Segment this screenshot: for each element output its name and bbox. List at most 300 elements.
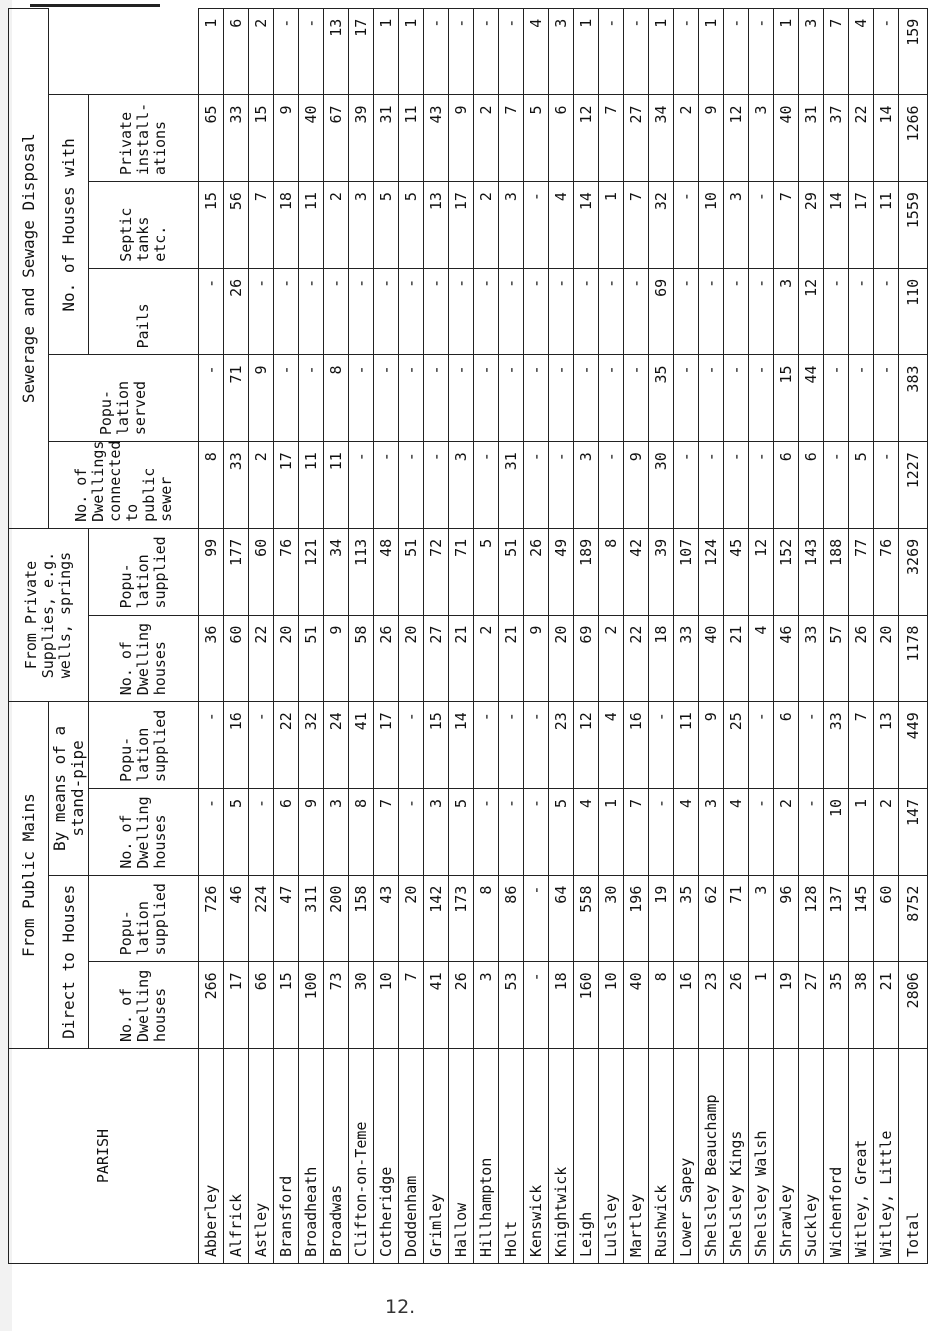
table-cell: 1 [849,788,874,875]
total-value: 1266 [899,95,928,182]
table-cell: - [624,268,649,355]
table-cell: 33 [224,442,249,529]
table-cell: - [599,355,624,442]
table-cell: - [674,268,699,355]
table-cell: 12 [749,528,774,615]
table-cell: 7 [624,182,649,269]
table-cell: - [449,8,474,95]
table-row [249,8,274,1263]
table-cell: 49 [549,528,574,615]
table-cell: 8 [474,875,499,962]
table-cell: 9 [699,95,724,182]
table-cell: 200 [324,875,349,962]
table-cell: - [524,962,549,1049]
table-cell: 9 [524,615,549,702]
table-cell: - [799,788,824,875]
table-cell: 1 [649,8,674,95]
table-cell: - [549,442,574,529]
table-cell: - [849,355,874,442]
table-cell: 51 [299,615,324,702]
table-cell: 26 [849,615,874,702]
table-cell: 8 [349,788,374,875]
total-value: 449 [899,702,928,789]
table-cell: 77 [849,528,874,615]
table-row [824,8,849,1263]
table-cell: 1 [574,8,599,95]
table-cell: 8 [649,962,674,1049]
table-cell: 1 [599,182,624,269]
table-cell: 17 [274,442,299,529]
table-cell: 33 [799,615,824,702]
table-cell: 65 [199,95,224,182]
table-cell: - [599,442,624,529]
table-cell: 558 [574,875,599,962]
table-cell: - [274,268,299,355]
table-row [699,8,724,1263]
table-cell: - [524,182,549,269]
table-cell: 12 [574,702,599,789]
table-cell: 2 [874,788,899,875]
header-standpipe-population: Popu- lation supplied [89,702,199,789]
total-value: 1178 [899,615,928,702]
table-cell: 189 [574,528,599,615]
table-cell: 2 [599,615,624,702]
table-cell: - [474,702,499,789]
table-cell: 9 [624,442,649,529]
table-cell: - [374,355,399,442]
table-cell: 2 [249,8,274,95]
table-cell: 6 [274,788,299,875]
table-cell: 22 [624,615,649,702]
header-pails: Pails [89,268,199,355]
table-row [774,8,799,1263]
table-cell: - [574,268,599,355]
parish-name: Alfrick [224,1049,249,1264]
table-cell: - [374,268,399,355]
table-row [324,8,349,1263]
table-cell: - [399,268,424,355]
table-cell: 5 [224,788,249,875]
table-cell: 69 [574,615,599,702]
table-cell: 5 [524,95,549,182]
table-cell: 3 [799,8,824,95]
table-cell: - [549,355,574,442]
page-number: 12. [385,1296,416,1318]
parish-name: Abberley [199,1049,224,1264]
table-cell: 96 [774,875,799,962]
table-row [424,8,449,1263]
header-sewerage: Sewerage and Sewage Disposal [9,8,49,528]
table-cell: 11 [299,182,324,269]
table-cell: 11 [324,442,349,529]
table-cell: 7 [824,8,849,95]
table-cell: 23 [549,702,574,789]
table-cell: - [499,8,524,95]
table-cell: 10 [374,962,399,1049]
table-cell: 11 [299,442,324,529]
table-cell: - [499,788,524,875]
table-cell: 35 [674,875,699,962]
table-cell: - [349,268,374,355]
table-cell: 10 [824,788,849,875]
table-cell: - [599,8,624,95]
parish-name: Holt [499,1049,524,1264]
table-cell: 12 [574,95,599,182]
table-cell: 18 [274,182,299,269]
table-row [649,8,674,1263]
table-cell: 158 [349,875,374,962]
table-cell: 31 [374,95,399,182]
table-cell: 48 [374,528,399,615]
parish-name: Witley, Little [874,1049,899,1264]
table-cell: - [749,268,774,355]
table-cell: 34 [649,95,674,182]
parish-name: Grimley [424,1049,449,1264]
table-cell: 9 [299,788,324,875]
header-dwellings-sewer: No. of Dwellings connected to public sewer [49,442,199,529]
table-cell: - [599,268,624,355]
table-cell: 11 [674,702,699,789]
table-cell: 33 [824,702,849,789]
table-cell: - [474,442,499,529]
table-cell: 40 [774,95,799,182]
table-cell: 113 [349,528,374,615]
table-cell: 43 [424,95,449,182]
table-cell: - [524,442,549,529]
table-cell: 20 [399,875,424,962]
table-cell: - [399,442,424,529]
table-cell: 726 [199,875,224,962]
table-cell: 17 [224,962,249,1049]
table-cell: 8 [599,528,624,615]
table-cell: 12 [724,95,749,182]
table-cell: 3 [424,788,449,875]
table-cell: 22 [274,702,299,789]
table-cell: 62 [699,875,724,962]
table-cell: 311 [299,875,324,962]
table-cell: 64 [549,875,574,962]
table-cell: - [249,268,274,355]
table-cell: - [499,355,524,442]
table-cell: 9 [324,615,349,702]
table-row [224,8,249,1263]
table-row [599,8,624,1263]
table-cell: 6 [774,442,799,529]
header-standpipe: By means of a stand-pipe [49,702,89,875]
table-cell: 5 [374,182,399,269]
table-cell: - [299,268,324,355]
total-value: 1227 [899,442,928,529]
table-cell: - [749,182,774,269]
table-cell: 4 [599,702,624,789]
header-from-private: From Private Supplies, e.g. wells, springs [9,528,89,701]
table-cell: 21 [449,615,474,702]
table-cell: 7 [399,962,424,1049]
header-direct-population: Popu- lation supplied [89,875,199,962]
table-cell: - [699,442,724,529]
table-cell: - [424,442,449,529]
table-cell: - [299,8,324,95]
table-row [299,8,324,1263]
table-cell: 1 [699,8,724,95]
table-cell: 27 [424,615,449,702]
table-cell: - [199,702,224,789]
total-value: 3269 [899,528,928,615]
table-cell: 71 [224,355,249,442]
header-from-public-mains: From Public Mains [9,702,49,1049]
table-row [799,8,824,1263]
data-table [8,8,928,1264]
table-cell: - [349,442,374,529]
table-cell: - [274,355,299,442]
table-cell: 16 [224,702,249,789]
table-cell: 21 [499,615,524,702]
table-row [849,8,874,1263]
table-cell: 16 [624,702,649,789]
table-cell: 4 [524,8,549,95]
table-cell: 143 [799,528,824,615]
table-cell: 4 [674,788,699,875]
table-cell: 46 [224,875,249,962]
parish-name: Hillhampton [474,1049,499,1264]
table-cell: 15 [774,355,799,442]
table-cell: 9 [274,95,299,182]
table-cell: 25 [724,702,749,789]
table-cell: 160 [574,962,599,1049]
table-row [574,8,599,1263]
table-cell: 30 [599,875,624,962]
table-cell: 124 [699,528,724,615]
table-cell: 71 [449,528,474,615]
header-private-installations: Private install- ations [89,95,199,182]
table-cell: 15 [274,962,299,1049]
table-cell: 152 [774,528,799,615]
table-cell: 40 [299,95,324,182]
parish-name: Shelsley Kings [724,1049,749,1264]
table-cell: 56 [224,182,249,269]
table-cell: 8 [324,355,349,442]
table-cell: 1 [199,8,224,95]
table-cell: 36 [199,615,224,702]
table-cell: - [824,442,849,529]
parish-name: Broadwas [324,1049,349,1264]
table-cell: - [299,355,324,442]
table-cell: 7 [849,702,874,789]
table-cell: 22 [249,615,274,702]
parish-name: Lulsley [599,1049,624,1264]
table-cell: - [649,788,674,875]
table-cell: 3 [749,95,774,182]
table-cell: 13 [324,8,349,95]
table-cell: 2 [324,182,349,269]
table-cell: 40 [699,615,724,702]
table-body [199,8,899,1263]
table-cell: 2 [474,182,499,269]
parish-name: Cotheridge [374,1049,399,1264]
table-cell: 66 [249,962,274,1049]
table-cell: - [824,268,849,355]
table-cell: 17 [349,8,374,95]
table-cell: 1 [399,8,424,95]
table-cell: - [474,8,499,95]
table-cell: 41 [424,962,449,1049]
table-cell: 20 [399,615,424,702]
table-cell: 5 [549,788,574,875]
table-cell: - [424,268,449,355]
table-cell: 32 [649,182,674,269]
header-direct-to-houses: Direct to Houses [49,875,89,1048]
table-cell: 10 [599,962,624,1049]
table-cell: 40 [624,962,649,1049]
total-label: Total [899,1049,928,1264]
table-cell: - [874,355,899,442]
table-cell: 42 [624,528,649,615]
total-value: 159 [899,8,928,95]
table-cell: 196 [624,875,649,962]
table-cell: 14 [449,702,474,789]
total-value: 110 [899,268,928,355]
table-cell: - [424,8,449,95]
table-cell: - [499,268,524,355]
table-cell: 9 [699,702,724,789]
table-cell: 76 [874,528,899,615]
table-cell: 2 [674,95,699,182]
table-cell: 4 [574,788,599,875]
table-cell: 3 [574,442,599,529]
table-cell: - [674,182,699,269]
table-cell: - [624,355,649,442]
table-cell: - [424,355,449,442]
table-cell: 2 [774,788,799,875]
parish-name: Wichenford [824,1049,849,1264]
table-cell: 266 [199,962,224,1049]
table-cell: 17 [849,182,874,269]
table-cell: 3 [499,182,524,269]
table-cell: - [499,702,524,789]
table-row [199,8,224,1263]
table-cell: 3 [324,788,349,875]
table-cell: 26 [224,268,249,355]
table-cell: - [199,355,224,442]
table-cell: 20 [274,615,299,702]
table-cell: - [749,788,774,875]
parish-name: Witley, Great [849,1049,874,1264]
table-cell: 224 [249,875,274,962]
table-cell: 37 [824,95,849,182]
table-cell: 10 [699,182,724,269]
table-cell: 53 [499,962,524,1049]
table-cell: 22 [849,95,874,182]
table-cell: 7 [599,95,624,182]
table-cell: 15 [424,702,449,789]
table-cell: - [524,875,549,962]
parish-name: Suckley [799,1049,824,1264]
table-cell: - [274,8,299,95]
table-cell: - [874,442,899,529]
header-standpipe-dwellings: No. of Dwelling houses [89,788,199,875]
table-cell: 17 [374,702,399,789]
table-cell: - [799,702,824,789]
table-cell: 71 [724,875,749,962]
table-cell: 3 [699,788,724,875]
table-cell: - [524,702,549,789]
table-row [549,8,574,1263]
total-value: 2806 [899,962,928,1049]
table-row [349,8,374,1263]
header-parish: PARISH [9,1049,199,1264]
table-cell: 13 [424,182,449,269]
table-cell: - [474,355,499,442]
table-cell: 3 [474,962,499,1049]
table-cell: 107 [674,528,699,615]
table-cell: - [524,268,549,355]
table-cell: 7 [374,788,399,875]
parish-name: Astley [249,1049,274,1264]
table-cell: 26 [374,615,399,702]
table-cell: - [624,8,649,95]
table-cell: 14 [574,182,599,269]
header-no-of-houses-with: No. of Houses with [49,95,89,355]
table-cell: 7 [774,182,799,269]
table-cell: 5 [449,788,474,875]
table-cell: 5 [474,528,499,615]
table-cell: 4 [724,788,749,875]
header-population-served: Popu- lation served [49,355,199,442]
table-cell: 16 [674,962,699,1049]
table-cell: - [249,702,274,789]
table-row [449,8,474,1263]
table-cell: 31 [499,442,524,529]
table-cell: 3 [449,442,474,529]
table-cell: 18 [549,962,574,1049]
table-cell: 9 [449,95,474,182]
table-cell: 67 [324,95,349,182]
table-cell: 35 [824,962,849,1049]
top-rule [30,4,160,7]
table-cell: 3 [349,182,374,269]
table-cell: - [399,702,424,789]
table-cell: - [549,268,574,355]
table-cell: 20 [874,615,899,702]
table-cell: - [324,268,349,355]
table-cell: 23 [699,962,724,1049]
table-cell: 86 [499,875,524,962]
table-cell: 3 [724,182,749,269]
parish-name: Martley [624,1049,649,1264]
table-cell: 2 [249,442,274,529]
table-cell: 72 [424,528,449,615]
parish-name: Shelsley Beauchamp [699,1049,724,1264]
table-cell: - [449,268,474,355]
table-row [274,8,299,1263]
table-cell: 47 [274,875,299,962]
table-cell: 73 [324,962,349,1049]
table-cell: 1 [774,8,799,95]
table-cell: 4 [849,8,874,95]
table-cell: 8 [199,442,224,529]
table-cell: - [649,702,674,789]
table-cell: - [474,268,499,355]
table-cell: 15 [199,182,224,269]
table-cell: 69 [649,268,674,355]
table-row [624,8,649,1263]
table-cell: - [674,8,699,95]
table-cell: 51 [399,528,424,615]
header-direct-dwellings: No. of Dwelling houses [89,962,199,1049]
table-cell: 46 [774,615,799,702]
table-cell: 34 [324,528,349,615]
parish-name: Knightwick [549,1049,574,1264]
